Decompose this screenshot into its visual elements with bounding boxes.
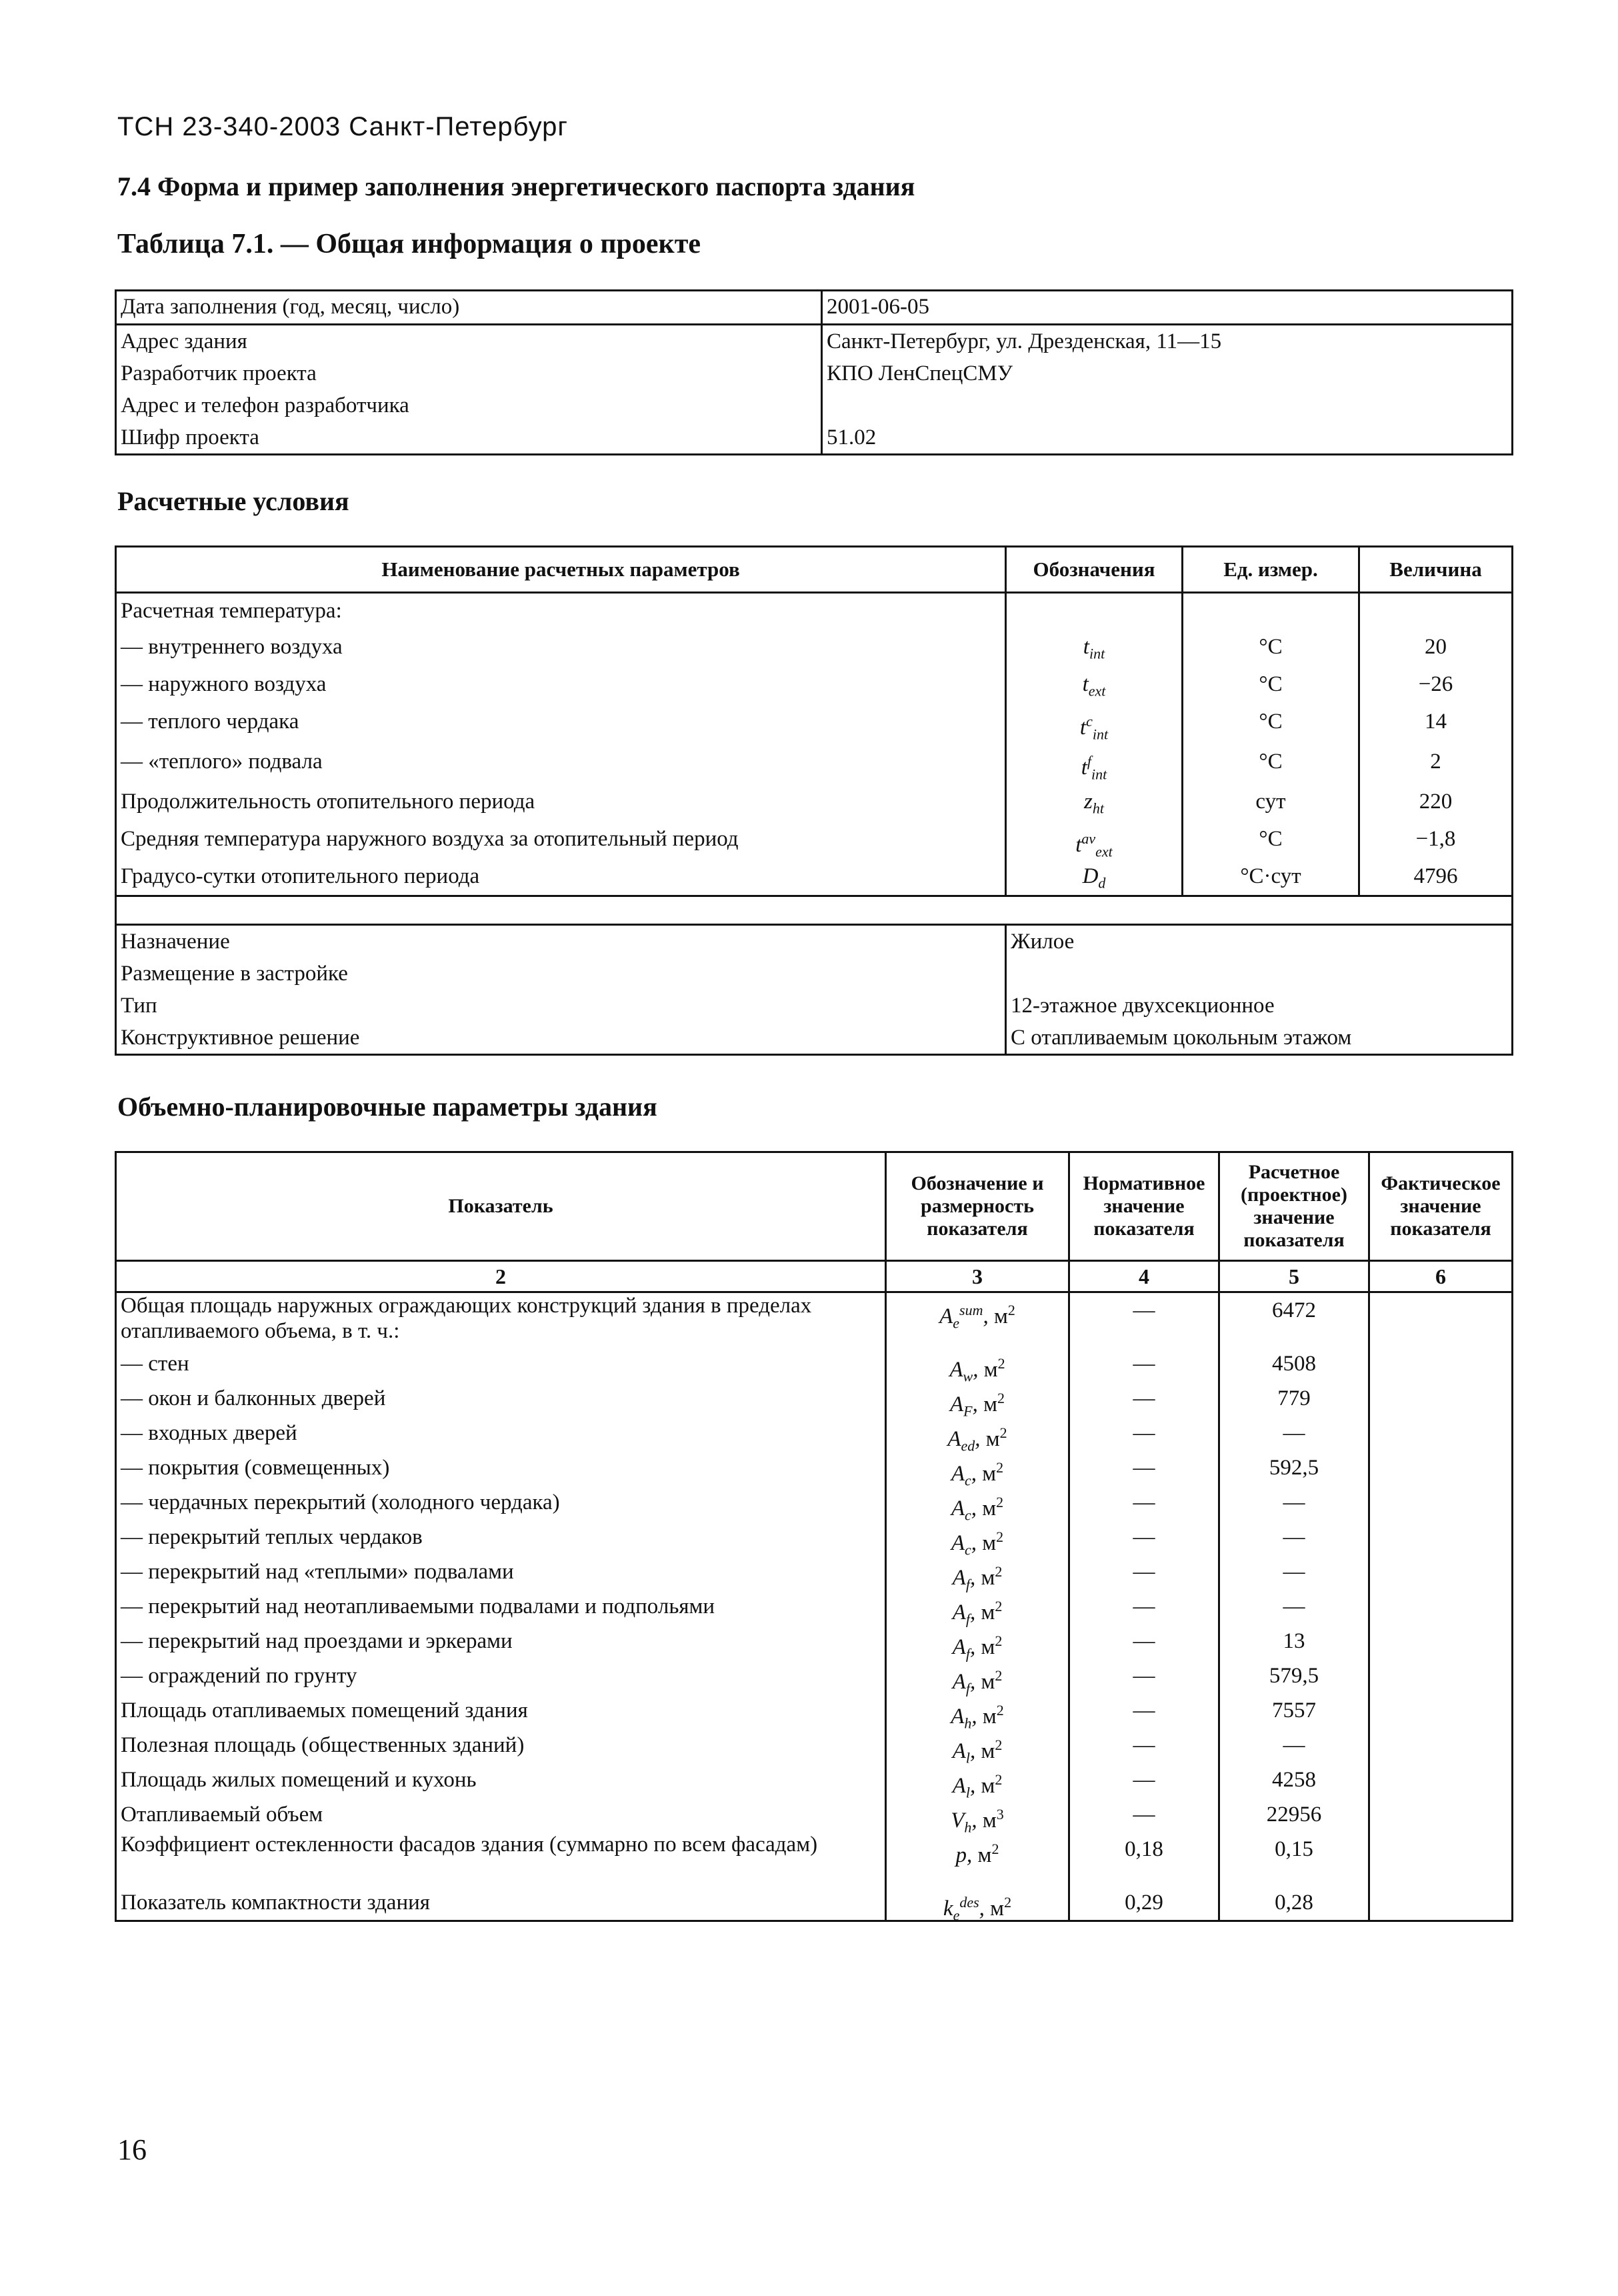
symbol: $A_f$, $м^2$	[952, 1598, 1003, 1628]
column-header: Фактическое значение показателя	[1369, 1152, 1513, 1261]
calc-value: —	[1283, 1421, 1305, 1445]
column-header: Расчетное (проектное) значение показателя	[1219, 1152, 1369, 1261]
table-row	[116, 896, 1513, 925]
indicator-name: — перекрытий теплых чердаков	[121, 1525, 423, 1549]
column-header: Обозначения	[1006, 547, 1183, 593]
info-value	[1011, 958, 1507, 990]
symbol	[1011, 594, 1177, 628]
table-7-1-title: Таблица 7.1. — Общая информация о проекте	[117, 229, 701, 259]
symbol: $t^f_{int}$	[1081, 753, 1107, 783]
norm-value: —	[1133, 1629, 1155, 1653]
table-row	[116, 325, 1513, 455]
conditions-title: Расчетные условия	[117, 486, 349, 516]
symbol: $A_l$, $м^2$	[952, 1771, 1003, 1801]
column-number: 4	[1069, 1261, 1219, 1292]
symbol: $A_F$, $м^2$	[949, 1390, 1005, 1420]
norm-values-cell	[1069, 1292, 1219, 1921]
symbol: $A_w$, $м^2$	[949, 1355, 1005, 1385]
unit: °C	[1259, 827, 1283, 851]
volumetric-title: Объемно-планировочные параметры здания	[117, 1092, 657, 1122]
table-cell: Дата заполнения (год, месяц, число)	[116, 291, 822, 325]
symbol: $t_{ext}$	[1082, 672, 1106, 700]
table-row	[116, 291, 1513, 325]
table-header-row	[116, 547, 1513, 593]
calc-value: 0,15	[1275, 1837, 1313, 1861]
norm-value: 0,29	[1125, 1891, 1163, 1915]
conditions-table	[115, 545, 1513, 1056]
calc-value: 592,5	[1269, 1456, 1319, 1480]
symbol: $A_l$, $м^2$	[952, 1737, 1003, 1767]
table-row	[116, 1292, 1513, 1921]
value	[1364, 594, 1507, 628]
indicator-name: — перекрытий над проездами и эркерами	[121, 1629, 513, 1653]
param-name: Средняя температура наружного воздуха за отопительный период	[121, 827, 739, 851]
param-name: Продолжительность отопительного периода	[121, 790, 535, 814]
row-label: Разработчик проекта	[121, 361, 317, 385]
column-number-row	[116, 1261, 1513, 1292]
norm-value: —	[1133, 1733, 1155, 1757]
value: −1,8	[1415, 827, 1456, 851]
table-header-row	[116, 1152, 1513, 1261]
calc-value: —	[1283, 1525, 1305, 1549]
unit: °C	[1259, 672, 1283, 696]
param-name: — внутреннего воздуха	[121, 635, 343, 659]
unit: °C	[1259, 635, 1283, 659]
indicator-name: — входных дверей	[121, 1421, 297, 1445]
column-header: Показатель	[116, 1152, 886, 1261]
symbol: $A_c$, $м^2$	[951, 1528, 1004, 1558]
blank-cell	[116, 896, 1513, 925]
info-label: Тип	[121, 994, 157, 1018]
indicator-name: Отапливаемый объем	[121, 1803, 323, 1827]
column-number: 2	[116, 1261, 886, 1292]
indicator-name: — окон и балконных дверей	[121, 1386, 386, 1410]
symbol: $A_f$, $м^2$	[952, 1563, 1003, 1593]
table-row	[116, 925, 1513, 1055]
row-value: КПО ЛенСпецСМУ	[827, 361, 1013, 385]
symbol: $A_{ed}$, $м^2$	[947, 1424, 1007, 1454]
indicator-name: — покрытия (совмещенных)	[121, 1456, 390, 1480]
volumetric-table	[115, 1151, 1513, 1922]
symbol: p, $м^2$	[955, 1841, 999, 1867]
indicator-names-cell	[116, 1292, 886, 1921]
row-label: Адрес и телефон разработчика	[121, 393, 409, 417]
calc-value: 4508	[1272, 1352, 1316, 1376]
param-name: Градусо-сутки отопительного периода	[121, 864, 480, 888]
row-label: Шифр проекта	[121, 425, 259, 449]
fact-values-cell	[1369, 1292, 1513, 1921]
indicator-name: Площадь жилых помещений и кухонь	[121, 1768, 477, 1792]
norm-value: —	[1133, 1664, 1155, 1688]
row-label: Адрес здания	[121, 329, 247, 353]
norm-value: —	[1133, 1525, 1155, 1549]
column-header: Наименование расчетных параметров	[116, 547, 1006, 593]
norm-value: —	[1133, 1768, 1155, 1792]
value: 4796	[1413, 864, 1458, 888]
calc-values-cell	[1219, 1292, 1369, 1921]
values-cell	[1359, 593, 1513, 896]
calc-value: 779	[1277, 1386, 1311, 1410]
row-value	[827, 389, 1507, 421]
indicator-name: Общая площадь наружных ограждающих конструкций здания в пределах отапливаемого объема, в т. ч.:	[121, 1294, 812, 1343]
param-names-cell	[116, 593, 1006, 896]
info-values-cell	[1006, 925, 1513, 1055]
indicator-name: — чердачных перекрытий (холодного чердака)	[121, 1490, 560, 1514]
norm-value: —	[1133, 1490, 1155, 1514]
indicator-name: — перекрытий над неотапливаемыми подвалами и подпольями	[121, 1594, 715, 1618]
indicator-name: Коэффициент остекленности фасадов здания (суммарно по всем фасадам)	[121, 1833, 818, 1857]
symbol: $z_{ht}$	[1084, 790, 1104, 817]
unit: сут	[1255, 790, 1286, 814]
param-name: — «теплого» подвала	[121, 750, 323, 774]
norm-value: —	[1133, 1386, 1155, 1410]
calc-value: —	[1283, 1733, 1305, 1757]
column-header: Ед. измер.	[1183, 547, 1359, 593]
norm-value: —	[1133, 1698, 1155, 1723]
column-header: Обозначение и размерность показателя	[886, 1152, 1069, 1261]
indicator-name: — стен	[121, 1352, 189, 1376]
info-value: 12-этажное двухсекционное	[1011, 994, 1275, 1018]
column-number: 5	[1219, 1261, 1369, 1292]
symbols-cell	[1006, 593, 1183, 896]
calc-value: 6472	[1272, 1298, 1316, 1322]
symbol: $A_c$, $м^2$	[951, 1459, 1004, 1489]
calc-value: —	[1283, 1490, 1305, 1514]
section-heading: 7.4 Форма и пример заполнения энергетического паспорта здания	[117, 171, 915, 201]
symbol: $t^c_{int}$	[1079, 713, 1109, 743]
column-header: Нормативное значение показателя	[1069, 1152, 1219, 1261]
param-name: — теплого чердака	[121, 710, 299, 734]
units-cell	[1183, 593, 1359, 896]
value: 20	[1425, 635, 1447, 659]
info-value: С отапливаемым цокольным этажом	[1011, 1026, 1352, 1050]
symbol: $A_e^{sum}$, $м^2$	[939, 1302, 1015, 1332]
norm-value: —	[1133, 1298, 1155, 1322]
symbol: $A_f$, $м^2$	[952, 1667, 1003, 1697]
column-header: Величина	[1359, 547, 1513, 593]
value: 2	[1430, 750, 1441, 774]
row-value: Санкт-Петербург, ул. Дрезденская, 11—15	[827, 329, 1222, 353]
running-header: ТСН 23-340-2003 Санкт-Петербург	[117, 112, 568, 141]
table-cell: 2001-06-05	[822, 291, 1513, 325]
symbols-cell	[886, 1292, 1069, 1924]
symbol: $A_f$, $м^2$	[952, 1632, 1003, 1662]
table-cell	[822, 325, 1513, 455]
indicator-name: Показатель компактности здания	[121, 1891, 430, 1915]
symbol: $t^{av}_{ext}$	[1075, 830, 1113, 860]
info-labels-cell	[116, 925, 1006, 1055]
calc-value: —	[1283, 1560, 1305, 1584]
unit: °C	[1259, 750, 1283, 774]
param-name: Расчетная температура:	[121, 599, 342, 623]
table-cell	[116, 325, 822, 455]
general-info-table	[115, 289, 1513, 455]
symbol: $V_h$, $м^3$	[951, 1806, 1004, 1836]
symbol: $D_d$	[1082, 864, 1106, 892]
unit	[1187, 594, 1354, 628]
column-number: 3	[886, 1261, 1069, 1292]
calc-value: 7557	[1272, 1698, 1316, 1723]
norm-value: —	[1133, 1560, 1155, 1584]
info-value: Жилое	[1011, 930, 1075, 954]
symbol: $A_h$, $м^2$	[951, 1702, 1004, 1732]
norm-value: 0,18	[1125, 1837, 1163, 1861]
norm-value: —	[1133, 1803, 1155, 1827]
calc-value: 22956	[1266, 1803, 1322, 1827]
info-label: Конструктивное решение	[121, 1026, 360, 1050]
table-row	[116, 593, 1513, 896]
value: −26	[1418, 672, 1453, 696]
indicator-name: Площадь отапливаемых помещений здания	[121, 1698, 528, 1723]
norm-value: —	[1133, 1352, 1155, 1376]
param-name: — наружного воздуха	[121, 672, 327, 696]
indicator-name: — ограждений по грунту	[121, 1664, 357, 1688]
calc-value: 579,5	[1269, 1664, 1319, 1688]
info-label: Размещение в застройке	[121, 962, 348, 986]
calc-value: 0,28	[1275, 1891, 1313, 1915]
calc-value: 13	[1283, 1629, 1305, 1653]
norm-value: —	[1133, 1456, 1155, 1480]
unit: °С·сут	[1240, 864, 1301, 888]
calc-value: —	[1283, 1594, 1305, 1618]
column-number: 6	[1369, 1261, 1513, 1292]
info-label: Назначение	[121, 930, 230, 954]
norm-value: —	[1133, 1421, 1155, 1445]
symbol: $A_c$, $м^2$	[951, 1494, 1004, 1524]
indicator-name: Полезная площадь (общественных зданий)	[121, 1733, 525, 1757]
row-value: 51.02	[827, 425, 877, 449]
unit: °C	[1259, 710, 1283, 734]
symbol: $t_{int}$	[1083, 635, 1105, 662]
calc-value: 4258	[1272, 1768, 1316, 1792]
page-number: 16	[117, 2133, 147, 2166]
value: 14	[1425, 710, 1447, 734]
value: 220	[1419, 790, 1453, 814]
symbol: $k_e^{des}$, $м^2$	[943, 1894, 1012, 1924]
indicator-name: — перекрытий над «теплыми» подвалами	[121, 1560, 514, 1584]
norm-value: —	[1133, 1594, 1155, 1618]
